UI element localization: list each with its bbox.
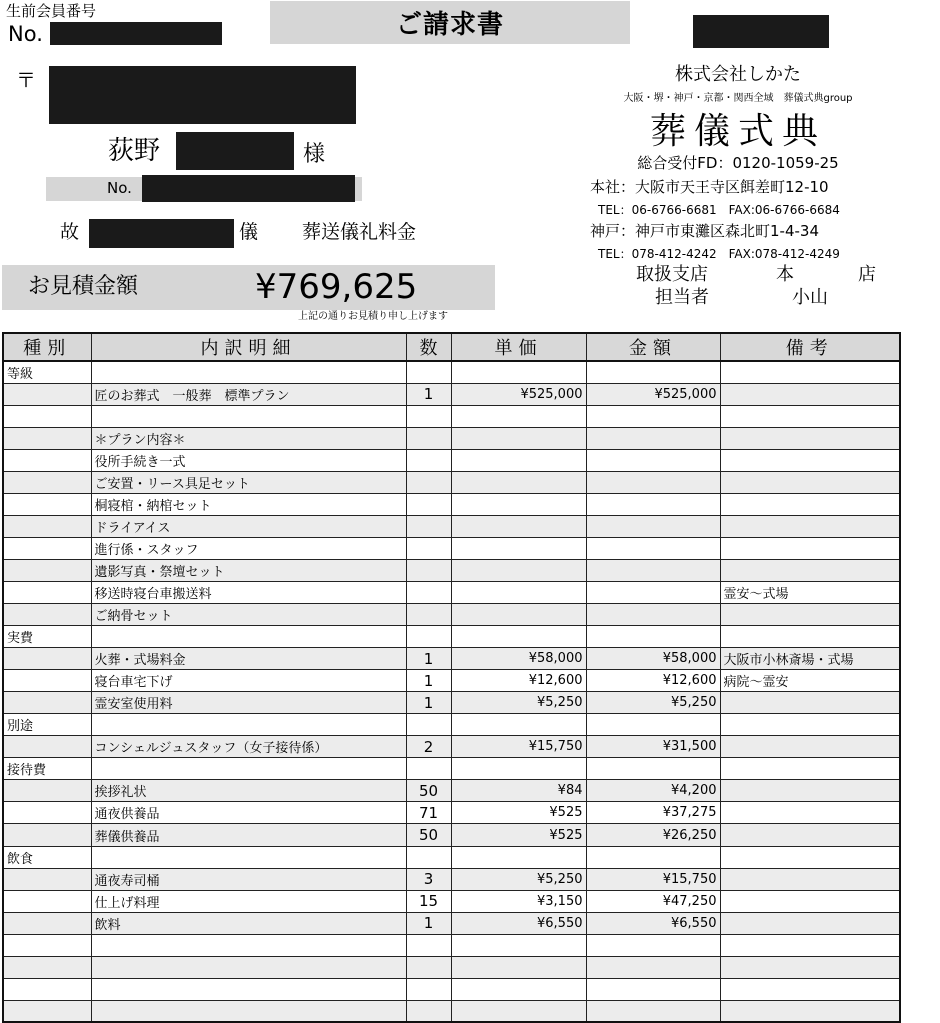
cell-item: 火葬・式場料金: [91, 648, 406, 670]
document-title-box: [270, 1, 630, 44]
cell-unit-price: [451, 471, 586, 493]
cell-note: [720, 405, 900, 427]
table-row: [3, 449, 900, 471]
table-row: [3, 890, 900, 912]
cell-item: 桐寝棺・納棺セット: [91, 493, 406, 515]
cell-amount: [586, 1000, 720, 1022]
cell-qty: 1: [406, 912, 451, 934]
cell-qty: [406, 427, 451, 449]
redacted-top-right: [693, 15, 829, 48]
cell-amount: ¥525,000: [586, 383, 720, 405]
cell-category: [3, 692, 91, 714]
cell-amount: [586, 956, 720, 978]
company-free-dial: 総合受付FD：0120-1059-25: [637, 154, 839, 172]
company-hq-address: 本社：大阪市天王寺区餌差町12-10: [590, 178, 829, 196]
cell-item: 匠のお葬式 一般葬 標準プラン: [91, 383, 406, 405]
cell-amount: [586, 405, 720, 427]
header-amount: 金額: [586, 333, 720, 361]
header-item: 内訳明細: [91, 333, 406, 361]
cell-qty: [406, 361, 451, 383]
table-row: [3, 846, 900, 868]
cell-category: [3, 537, 91, 559]
header-unit-price: 単価: [451, 333, 586, 361]
cell-qty: 1: [406, 670, 451, 692]
cell-item: 葬儀供養品: [91, 824, 406, 846]
cell-item: [91, 978, 406, 1000]
cell-amount: ¥31,500: [586, 736, 720, 758]
cell-unit-price: [451, 714, 586, 736]
table-row: [3, 714, 900, 736]
table-row: [3, 758, 900, 780]
cell-note: 病院～霊安: [720, 670, 900, 692]
cell-category: [3, 1000, 91, 1022]
cell-item: [91, 405, 406, 427]
cell-unit-price: ¥525,000: [451, 383, 586, 405]
cell-item: コンシェルジュスタッフ（女子接待係）: [91, 736, 406, 758]
table-row: [3, 912, 900, 934]
cell-item: 挨拶礼状: [91, 780, 406, 802]
cell-qty: [406, 714, 451, 736]
redacted-address: [49, 66, 356, 124]
table-row: [3, 604, 900, 626]
cell-qty: [406, 493, 451, 515]
cell-note: [720, 493, 900, 515]
cell-amount: [586, 604, 720, 626]
table-row: [3, 934, 900, 956]
cell-qty: [406, 471, 451, 493]
cell-category: [3, 449, 91, 471]
cell-unit-price: [451, 1000, 586, 1022]
postal-mark: 〒: [16, 68, 36, 92]
table-row: [3, 405, 900, 427]
table-row: [3, 427, 900, 449]
cell-unit-price: [451, 493, 586, 515]
staff-value: 小山: [792, 287, 828, 308]
cell-item: 通夜寿司桶: [91, 868, 406, 890]
cell-unit-price: [451, 537, 586, 559]
estimate-label: お見積金額: [28, 274, 139, 299]
cell-item: ご納骨セット: [91, 604, 406, 626]
cell-note: [720, 626, 900, 648]
cell-category: [3, 471, 91, 493]
cell-item: 遺影写真・祭壇セット: [91, 559, 406, 581]
header-category: 種別: [3, 333, 91, 361]
cell-amount: ¥4,200: [586, 780, 720, 802]
cell-amount: ¥6,550: [586, 912, 720, 934]
cell-amount: [586, 537, 720, 559]
cell-amount: ¥26,250: [586, 824, 720, 846]
cell-item: ご安置・リース具足セット: [91, 471, 406, 493]
company-brand: 葬儀式典: [649, 111, 826, 152]
table-row: [3, 1000, 900, 1022]
table-row: [3, 780, 900, 802]
honorific: 様: [303, 142, 326, 167]
cell-amount: ¥15,750: [586, 868, 720, 890]
table-row: [3, 978, 900, 1000]
cell-qty: 1: [406, 692, 451, 714]
cell-item: [91, 626, 406, 648]
cell-category: [3, 956, 91, 978]
cell-note: [720, 868, 900, 890]
cell-unit-price: ¥12,600: [451, 670, 586, 692]
company-kobe-address: 神戸：神戸市東灘区森北町1-4-34: [590, 222, 820, 240]
cell-qty: [406, 405, 451, 427]
cell-qty: [406, 1000, 451, 1022]
cell-unit-price: [451, 361, 586, 383]
cell-amount: [586, 515, 720, 537]
cell-category: [3, 648, 91, 670]
cell-note: [720, 515, 900, 537]
cell-item: 霊安室使用料: [91, 692, 406, 714]
cell-amount: ¥12,600: [586, 670, 720, 692]
cell-item: 進行係・スタッフ: [91, 537, 406, 559]
cell-qty: [406, 956, 451, 978]
cell-unit-price: [451, 934, 586, 956]
table-row: [3, 626, 900, 648]
redacted-deceased-name: [89, 219, 234, 248]
table-row: [3, 956, 900, 978]
cell-category: [3, 868, 91, 890]
redacted-customer-number: [142, 175, 355, 202]
cell-amount: [586, 934, 720, 956]
cell-amount: [586, 714, 720, 736]
table-row: [3, 383, 900, 405]
cell-unit-price: ¥5,250: [451, 868, 586, 890]
cell-note: [720, 559, 900, 581]
company-name: 株式会社しかた: [675, 64, 801, 85]
cell-unit-price: [451, 978, 586, 1000]
cell-unit-price: [451, 846, 586, 868]
cell-item: 役所手続き一式: [91, 449, 406, 471]
cell-unit-price: ¥6,550: [451, 912, 586, 934]
cell-note: [720, 537, 900, 559]
company-kobe-phone: TEL：078-412-4242 FAX:078-412-4249: [598, 247, 840, 261]
company-areas: 大阪・堺・神戸・京都・関西全域 葬儀式典group: [623, 93, 853, 104]
cell-unit-price: ¥525: [451, 802, 586, 824]
cell-qty: [406, 559, 451, 581]
cell-item: [91, 361, 406, 383]
cell-qty: 1: [406, 648, 451, 670]
cell-note: [720, 846, 900, 868]
cell-qty: [406, 449, 451, 471]
cell-category: 実費: [3, 626, 91, 648]
cell-qty: 2: [406, 736, 451, 758]
cell-amount: ¥37,275: [586, 802, 720, 824]
cell-category: [3, 493, 91, 515]
cell-unit-price: [451, 956, 586, 978]
cell-amount: [586, 427, 720, 449]
header-qty: 数: [406, 333, 451, 361]
cell-amount: ¥5,250: [586, 692, 720, 714]
document-title: ご請求書: [395, 10, 504, 40]
cell-item: 仕上げ料理: [91, 890, 406, 912]
company-hq-phone: TEL：06-6766-6681 FAX:06-6766-6684: [598, 203, 840, 217]
estimate-amount: ¥769,625: [255, 267, 418, 307]
cell-category: 別途: [3, 714, 91, 736]
cell-item: [91, 714, 406, 736]
cell-category: [3, 780, 91, 802]
cell-amount: [586, 493, 720, 515]
table-row: [3, 802, 900, 824]
cell-note: [720, 780, 900, 802]
table-row: [3, 868, 900, 890]
cell-amount: [586, 449, 720, 471]
cell-unit-price: [451, 604, 586, 626]
redacted-member-number: [50, 22, 222, 45]
cell-note: [720, 604, 900, 626]
cell-qty: 71: [406, 802, 451, 824]
cell-amount: [586, 758, 720, 780]
deceased-suffix: 儀: [239, 221, 259, 243]
cell-qty: [406, 515, 451, 537]
cell-category: [3, 802, 91, 824]
cell-item: [91, 956, 406, 978]
estimate-note: 上記の通りお見積り申し上げます: [298, 311, 448, 322]
cell-category: [3, 515, 91, 537]
cell-note: [720, 912, 900, 934]
table-row: [3, 471, 900, 493]
redacted-given-name: [176, 132, 294, 170]
table-row: [3, 648, 900, 670]
cell-note: [720, 802, 900, 824]
cell-unit-price: [451, 581, 586, 603]
cell-unit-price: [451, 427, 586, 449]
cell-note: [720, 890, 900, 912]
table-row: [3, 692, 900, 714]
cell-unit-price: ¥84: [451, 780, 586, 802]
cell-note: [720, 361, 900, 383]
cell-note: [720, 736, 900, 758]
cell-item: [91, 846, 406, 868]
cell-note: [720, 714, 900, 736]
cell-note: [720, 758, 900, 780]
cell-item: 移送時寝台車搬送料: [91, 581, 406, 603]
cell-amount: ¥58,000: [586, 648, 720, 670]
member-number-prefix: No.: [8, 22, 43, 46]
cell-note: [720, 449, 900, 471]
cell-item: 通夜供養品: [91, 802, 406, 824]
cell-category: 接待費: [3, 758, 91, 780]
cell-category: [3, 912, 91, 934]
cell-item: 寝台車宅下げ: [91, 670, 406, 692]
cell-qty: [406, 581, 451, 603]
cell-unit-price: [451, 559, 586, 581]
table-header-row: [3, 333, 900, 361]
cell-amount: [586, 978, 720, 1000]
cell-item: [91, 934, 406, 956]
cell-category: [3, 824, 91, 846]
cell-amount: [586, 626, 720, 648]
cell-qty: [406, 978, 451, 1000]
cell-amount: [586, 471, 720, 493]
cell-note: [720, 824, 900, 846]
cell-qty: [406, 604, 451, 626]
cell-note: [720, 383, 900, 405]
cell-unit-price: [451, 626, 586, 648]
cell-note: [720, 471, 900, 493]
cell-qty: [406, 758, 451, 780]
table-row: [3, 537, 900, 559]
deceased-prefix: 故: [60, 221, 80, 243]
member-number-label: 生前会員番号: [6, 2, 97, 20]
cell-qty: [406, 934, 451, 956]
cell-amount: [586, 846, 720, 868]
cell-note: 霊安～式場: [720, 581, 900, 603]
cell-category: [3, 604, 91, 626]
table-row: [3, 670, 900, 692]
fee-label: 葬送儀礼料金: [302, 221, 417, 243]
staff-label: 担当者: [655, 287, 709, 308]
cell-item: 飲料: [91, 912, 406, 934]
cell-unit-price: ¥5,250: [451, 692, 586, 714]
table-row: [3, 361, 900, 383]
cell-item: ドライアイス: [91, 515, 406, 537]
cell-item: [91, 1000, 406, 1022]
cell-qty: 1: [406, 383, 451, 405]
customer-number-label: No.: [107, 179, 132, 197]
customer-surname: 荻野: [108, 136, 161, 166]
cell-unit-price: [451, 449, 586, 471]
cell-unit-price: ¥15,750: [451, 736, 586, 758]
cell-category: [3, 405, 91, 427]
cell-qty: [406, 537, 451, 559]
cell-amount: [586, 361, 720, 383]
cell-note: [720, 427, 900, 449]
cell-note: 大阪市小林斎場・式場: [720, 648, 900, 670]
cell-qty: 50: [406, 780, 451, 802]
cell-category: [3, 890, 91, 912]
cell-qty: 50: [406, 824, 451, 846]
cell-category: [3, 383, 91, 405]
cell-note: [720, 978, 900, 1000]
cell-category: [3, 427, 91, 449]
table-body: [3, 361, 900, 1022]
cell-category: [3, 670, 91, 692]
cell-unit-price: ¥58,000: [451, 648, 586, 670]
cell-note: [720, 692, 900, 714]
cell-unit-price: [451, 758, 586, 780]
itemized-table: [2, 332, 901, 1023]
cell-category: [3, 934, 91, 956]
cell-unit-price: [451, 405, 586, 427]
cell-amount: [586, 581, 720, 603]
table-row: [3, 559, 900, 581]
cell-qty: [406, 626, 451, 648]
table-row: [3, 515, 900, 537]
cell-note: [720, 956, 900, 978]
branch-label: 取扱支店: [636, 264, 708, 285]
branch-value: 本店: [776, 264, 940, 285]
cell-qty: 3: [406, 868, 451, 890]
cell-qty: 15: [406, 890, 451, 912]
header-note: 備考: [720, 333, 900, 361]
cell-item: [91, 758, 406, 780]
cell-note: [720, 934, 900, 956]
cell-unit-price: ¥3,150: [451, 890, 586, 912]
cell-category: 飲食: [3, 846, 91, 868]
cell-note: [720, 1000, 900, 1022]
cell-category: 等級: [3, 361, 91, 383]
cell-category: [3, 736, 91, 758]
table-row: [3, 824, 900, 846]
cell-item: ＊プラン内容＊: [91, 427, 406, 449]
cell-qty: [406, 846, 451, 868]
table-row: [3, 736, 900, 758]
cell-category: [3, 978, 91, 1000]
cell-unit-price: ¥525: [451, 824, 586, 846]
cell-amount: ¥47,250: [586, 890, 720, 912]
cell-category: [3, 581, 91, 603]
cell-category: [3, 559, 91, 581]
table-row: [3, 493, 900, 515]
cell-amount: [586, 559, 720, 581]
table-row: [3, 581, 900, 603]
cell-unit-price: [451, 515, 586, 537]
